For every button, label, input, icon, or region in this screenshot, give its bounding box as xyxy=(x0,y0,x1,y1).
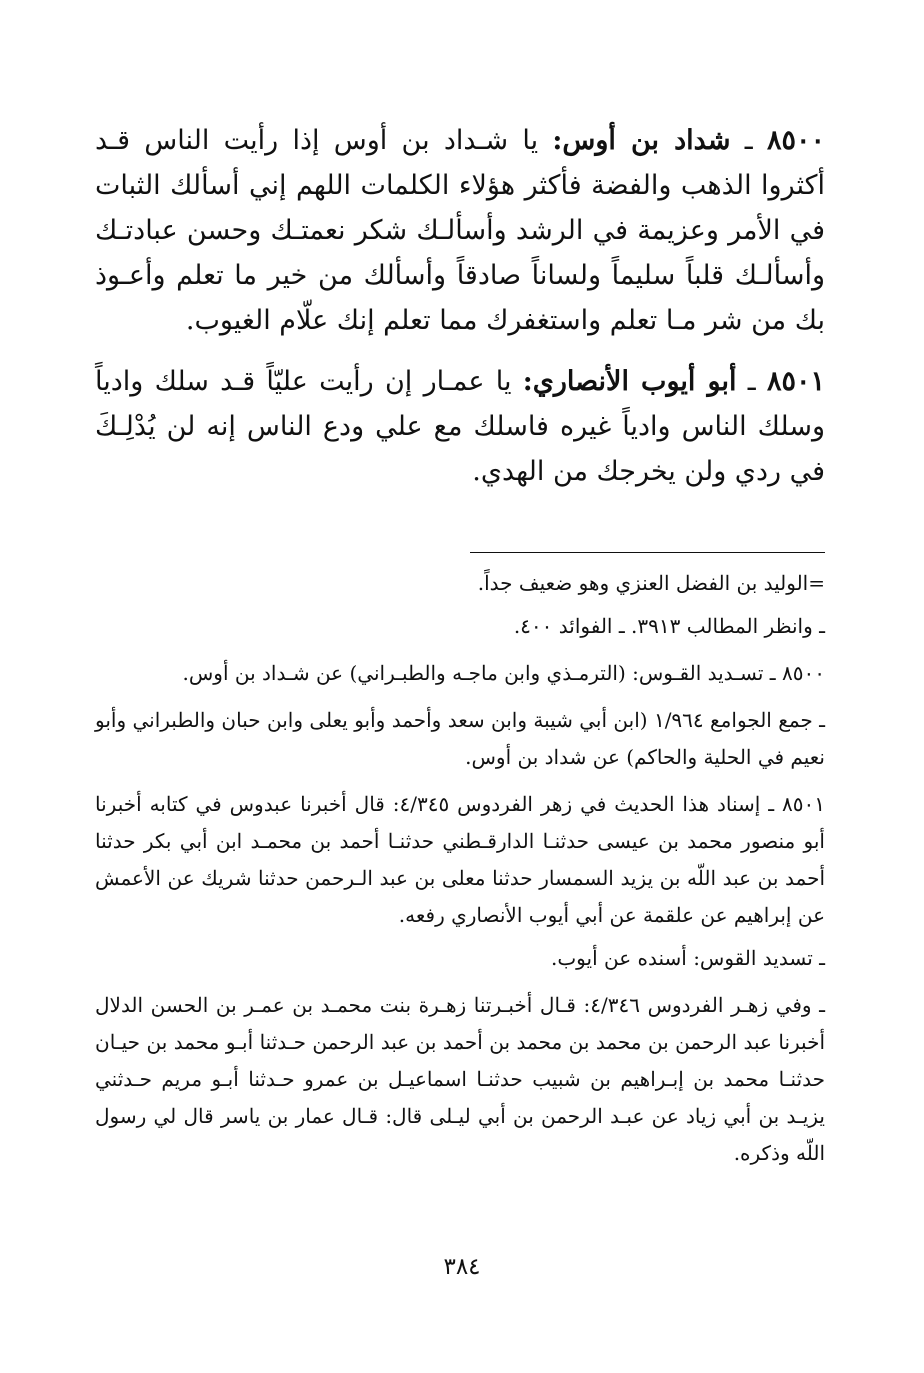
page-number: ٣٨٤ xyxy=(443,1254,481,1280)
footnote-8500: ٨٥٠٠ ـ تسـديد القـوس: (الترمـذي وابن ماجـه والطبـراني) عن شـداد بن أوس. xyxy=(182,661,825,685)
footnote-divider xyxy=(470,552,825,553)
entry-text: يا عمـار إن رأيت عليّاً قـد سلك وادياً وسلك الناس وادياً غيره فاسلك مع علي ودع الناس إنه لن يُدْلِـكَ في ردي ولن يخرجك من الهدي. xyxy=(95,366,825,487)
footnote-8501-isnad: ٨٥٠١ ـ إسناد هذا الحديث في زهر الفردوس ٤/٣٤٥: قال أخبرنا عبدوس في كتابه أخبرنا أبو منصور محمد بن عيسى حدثنـا الدارقـطني حدثنـا أحمد بن محمـد ابن أبي بكر حدثنا أحمد بن عبد اللّه بن يزيد السمسار حدثنا معلى بن عبد الـرحمن حدثنا شريك عن الأعمش عن إبراهيم عن علقمة عن أبي أيوب الأنصاري رفعه. xyxy=(95,792,826,927)
entry-number: ٨٥٠١ xyxy=(766,366,825,397)
entry-dash: ـ xyxy=(747,366,756,397)
entry-text: يا شـداد بن أوس إذا رأيت الناس قـد أكثروا الذهب والفضة فأكثر هؤلاء الكلمات اللهم إني أسألك الثبات في الأمر وعزيمة في الرشد وأسألـك شكر نعمتـك وحسن عبادتـك وأسألـك قلباً سليماً ولساناً صادقاً وأسألك من خير ما تعلم وأعـوذ بك من شر مـا تعلم واستغفرك مما تعلم إنك علّام الغيوب. xyxy=(95,125,825,336)
entry-number: ٨٥٠٠ xyxy=(766,125,825,156)
footnote-8501-tasdid: ـ تسديد القوس: أسنده عن أيوب. xyxy=(551,946,825,970)
hadith-entry-8501 xyxy=(95,359,825,494)
entry-heading: شداد بن أوس: xyxy=(552,125,731,156)
footnote-reference: ـ وانظر المطالب ٣٩١٣. ـ الفوائد ٤٠٠. xyxy=(513,614,825,638)
entry-dash: ـ xyxy=(744,125,753,156)
hadith-entry-8500 xyxy=(95,118,825,343)
page-body xyxy=(95,118,825,1178)
entry-heading: أبو أيوب الأنصاري: xyxy=(522,366,737,397)
footnote-8500-sources: ـ جمع الجوامع ١/٩٦٤ (ابن أبي شيبة وابن سعد وأحمد وأبو يعلى وابن حبان والطبراني وأبو نعيم في الحلية والحاكم) عن شداد بن أوس. xyxy=(95,708,826,769)
footnote-8501-zahr: ـ وفي زهـر الفردوس ٤/٣٤٦: قـال أخبـرتنا زهـرة بنت محمـد بن عمـر بن الحسن الدلال أخبرنا عبد الرحمن بن محمد بن محمد بن أحمد بن عبد الرحمن حـدثنا أبـو محمد بن حيـان حدثنـا محمد بن إبـراهيم بن شبيب حدثنـا اسماعيـل بن عمرو حـدثنا أبـو مريم حـدثني يزيـد بن أبي زياد عن عبـد الرحمن بن أبي ليـلى قال: قـال عمار بن ياسر قال لي رسول اللّه وذكره. xyxy=(95,993,826,1165)
footnote-continuation: =الوليد بن الفضل العنزي وهو ضعيف جداً. xyxy=(477,571,825,595)
